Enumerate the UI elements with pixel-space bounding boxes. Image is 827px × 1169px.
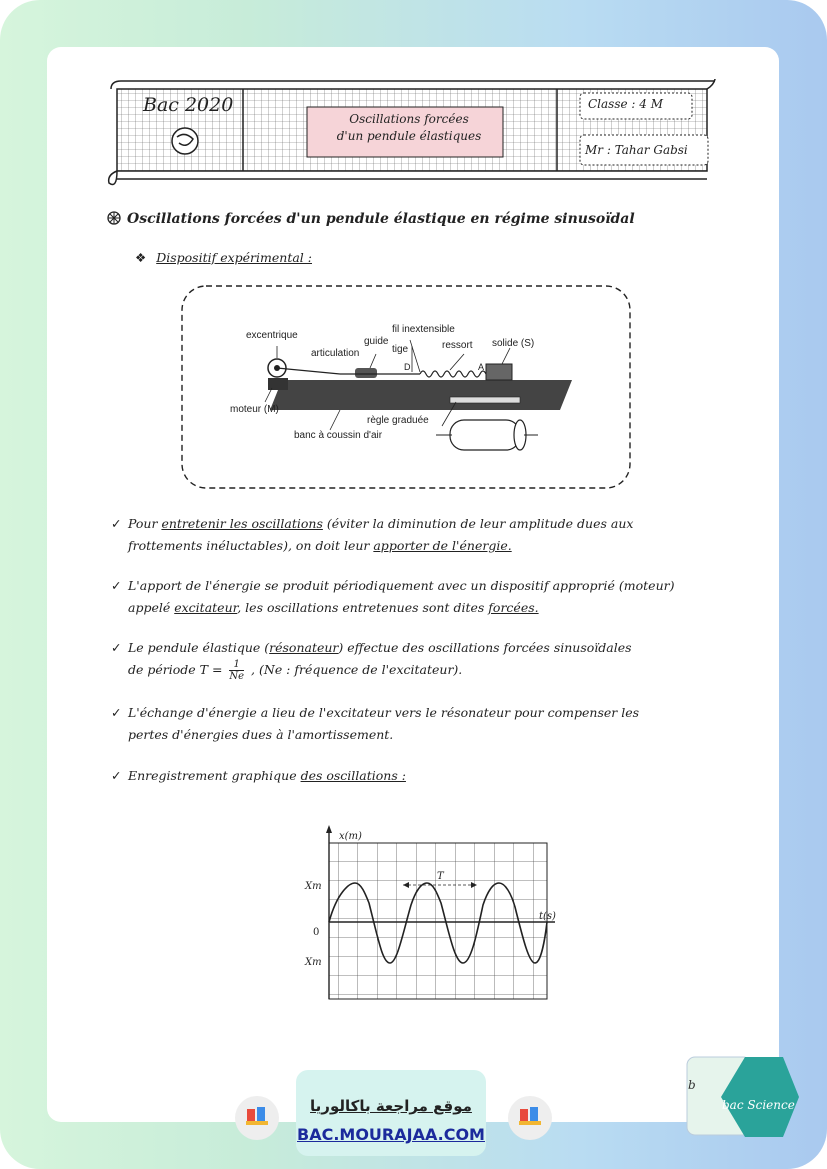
diamond-bullet-icon: ❖	[135, 250, 147, 265]
flower-icon	[107, 211, 121, 225]
bullet-2-text-b: appelé	[128, 600, 175, 615]
footer-logo-left	[232, 1093, 282, 1143]
class-label: Classe : 4 M	[588, 97, 663, 111]
zero-label: 0	[313, 927, 320, 938]
lesson-title	[314, 111, 504, 145]
xm-bottom-label: Xm	[305, 957, 322, 968]
fraction-denominator: Ne	[229, 671, 245, 682]
bac-year: Bac 2020	[143, 94, 234, 116]
label-guide: guide	[364, 336, 389, 347]
bullet-5-text-b: des oscillations :	[300, 768, 406, 783]
footer-url-link[interactable]: BAC.MOURAJAA.COM	[297, 1125, 485, 1144]
solid-block	[486, 364, 512, 380]
lesson-title-line2: d'un pendule élastiques	[336, 129, 482, 143]
graduated-rule	[450, 397, 520, 403]
bullet-2-text-a: L'apport de l'énergie se produit périodiquement avec un dispositif approprié (moteur)	[128, 578, 675, 593]
lesson-title-line1: Oscillations forcées	[349, 112, 469, 126]
bullet-1-text-b: entretenir les oscillations	[161, 516, 323, 531]
label-banc: banc à coussin d'air	[294, 430, 383, 441]
label-ressort: ressort	[442, 340, 473, 351]
label-a: A	[478, 362, 485, 372]
y-axis-label: x(m)	[339, 831, 362, 842]
bullet-1-text-d: frottements inéluctables), on doit leur	[128, 538, 374, 553]
check-icon: ✓	[111, 516, 122, 531]
bullet-1	[111, 513, 761, 557]
bullet-1-text-a: Pour	[128, 516, 162, 531]
bullet-4-text-b: pertes d'énergies dues à l'amortissement.	[128, 727, 394, 742]
check-icon: ✓	[111, 768, 122, 783]
bullet-3	[111, 637, 761, 682]
label-tige: tige	[392, 344, 409, 355]
badge-letter: b	[688, 1078, 696, 1092]
label-regle: règle graduée	[367, 415, 429, 426]
label-articulation: articulation	[311, 348, 360, 359]
bullet-4	[111, 702, 761, 746]
air-bench	[270, 380, 572, 410]
label-solide: solide (S)	[492, 338, 535, 349]
section-title	[107, 211, 635, 227]
footer-arabic-link[interactable]: موقع مراجعة باكالوريا	[310, 1097, 472, 1115]
check-icon: ✓	[111, 640, 122, 655]
xm-top-label: Xm	[305, 881, 322, 892]
period-fraction	[229, 659, 244, 682]
label-moteur: moteur (M)	[230, 404, 279, 415]
oscillation-graph	[299, 823, 569, 1003]
teacher-label: Mr : Tahar Gabsi	[585, 143, 688, 157]
label-excentrique: excentrique	[246, 330, 298, 341]
bullet-3-text-d: de période T =	[128, 662, 227, 677]
period-label: T	[437, 871, 444, 882]
air-tube	[450, 420, 520, 450]
bullet-3-text-c: ) effectue des oscillations forcées sinusoïdales	[338, 640, 632, 655]
bullet-4-text-a: L'échange d'énergie a lieu de l'excitateur vers le résonateur pour compenser les	[128, 705, 640, 720]
guide	[355, 368, 377, 378]
bullet-3-text-a: Le pendule élastique (	[128, 640, 270, 655]
fraction-numerator: 1	[229, 659, 244, 671]
bullet-2-text-c: excitateur	[174, 600, 238, 615]
bullet-2-text-e: forcées.	[488, 600, 539, 615]
label-fil: fil inextensible	[392, 324, 455, 335]
footer-logo-right	[505, 1093, 555, 1143]
bullet-3-text-e: , (Ne : fréquence de l'excitateur).	[247, 662, 463, 677]
check-icon: ✓	[111, 578, 122, 593]
experimental-setup-diagram	[180, 284, 632, 490]
label-d: D	[404, 362, 411, 372]
bullet-2-text-d: , les oscillations entretenues sont dites	[237, 600, 489, 615]
section-title-text: Oscillations forcées d'un pendule élastique en régime sinusoïdal	[127, 211, 635, 227]
subsection-title-text: Dispositif expérimental :	[156, 250, 312, 265]
badge-text: bac Science	[722, 1098, 795, 1112]
motor	[268, 378, 288, 390]
x-axis-label: t(s)	[539, 911, 556, 922]
bullet-2	[111, 575, 761, 619]
document-page	[47, 47, 779, 1122]
bullet-3-text-b: résonateur	[269, 640, 339, 655]
check-icon: ✓	[111, 705, 122, 720]
bullet-1-text-e: apporter de l'énergie.	[373, 538, 512, 553]
bac-science-badge	[683, 1053, 801, 1141]
bullet-1-text-c: (éviter la diminution de leur amplitude dues aux	[322, 516, 634, 531]
subsection-title	[135, 250, 312, 265]
bullet-5	[111, 765, 761, 787]
bullet-5-text-a: Enregistrement graphique	[128, 768, 301, 783]
